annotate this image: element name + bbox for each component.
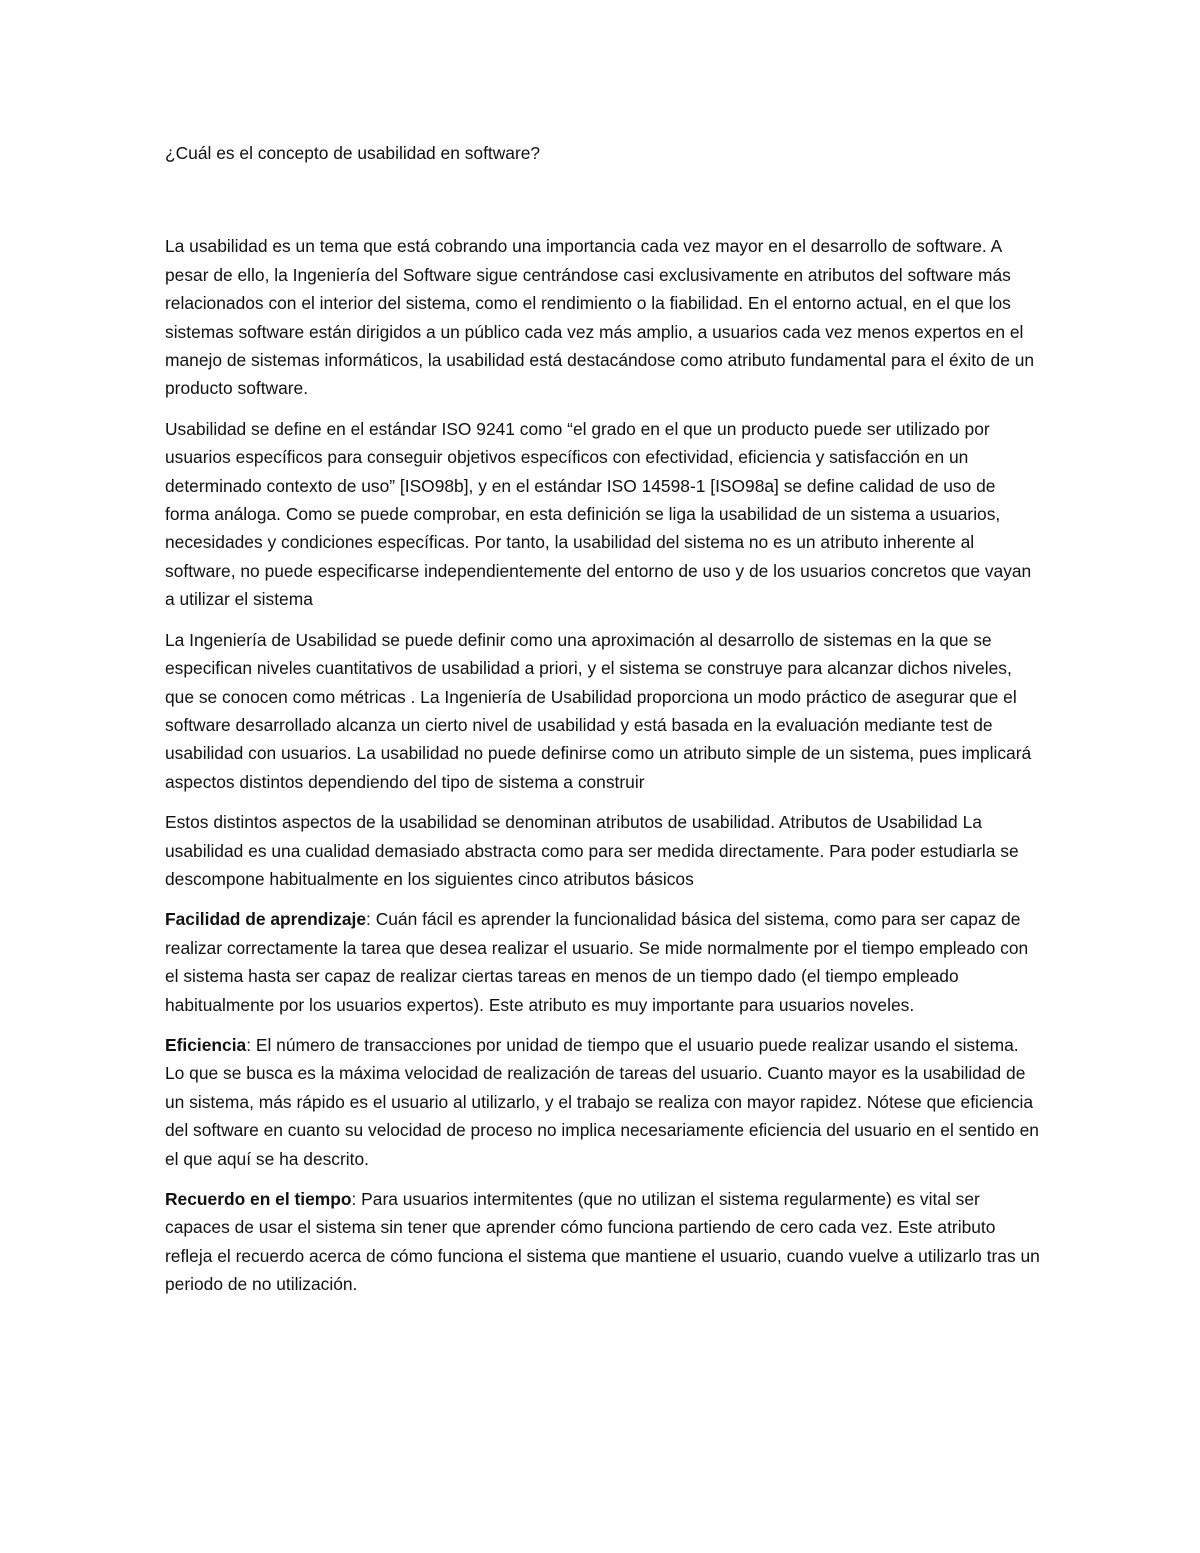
paragraph-intro: La usabilidad es un tema que está cobrando una importancia cada vez mayor en el desarrollo de software. A pesar de ello, la Ingeniería del Software sigue centrándose casi exclusivamente en atributos del software más relacionados con el interior del sistema, como el rendimiento o la fiabilidad. En el entorno actual, en el que los sistemas software están dirigidos a un público cada vez más amplio, a usuarios cada vez menos expertos en el manejo de sistemas informáticos, la usabilidad está destacándose como atributo fundamental para el éxito de un producto software.: [165, 236, 1035, 399]
paragraph-usability-attributes: Estos distintos aspectos de la usabilidad se denominan atributos de usabilidad. Atributos de Usabilidad La usabilidad es una cualidad demasiado abstracta como para ser medida directamente. Para poder estudiarla se descompone habitualmente en los siguientes cinco atributos básicos: [165, 812, 1019, 889]
attribute-term: Eficiencia: [165, 1034, 247, 1055]
attribute-description: : Cuán fácil es aprender la funcionalidad básica del sistema, como para ser capaz de realizar correctamente la tarea que desea realizar el usuario. Se mide normalmente por el tiempo empleado con el sistema hasta ser capaz de realizar ciertas tareas en menos de un tiempo dado (el tiempo empleado habitualmente por los usuarios expertos). Este atributo es muy importante para usuarios noveles.: [165, 909, 1029, 1015]
attribute-term: Facilidad de aprendizaje: [165, 909, 367, 930]
attribute-efficiency: [165, 1031, 1040, 1173]
document-title: ¿Cuál es el concepto de usabilidad en software?: [165, 143, 541, 163]
attribute-description: : Para usuarios intermitentes (que no utilizan el sistema regularmente) es vital ser capaces de usar el sistema sin tener que aprender cómo funciona partiendo de cero cada vez. Este atributo refleja el recuerdo acerca de cómo funciona el sistema que mantiene el usuario, cuando vuelve a utilizarlo tras un periodo de no utilización.: [165, 1189, 1040, 1295]
attribute-learnability: [165, 905, 1040, 1019]
paragraph-usability-engineering: La Ingeniería de Usabilidad se puede definir como una aproximación al desarrollo de sistemas en la que se especifican niveles cuantitativos de usabilidad a priori, y el sistema se construye para alcanzar dichos niveles, que se conocen como métricas . La Ingeniería de Usabilidad proporciona un modo práctico de asegurar que el software desarrollado alcanza un cierto nivel de usabilidad y está basada en la evaluación mediante test de usabilidad con usuarios. La usabilidad no puede definirse como un atributo simple de un sistema, pues implicará aspectos distintos dependiendo del tipo de sistema a construir: [165, 629, 1032, 792]
attribute-description: : El número de transacciones por unidad de tiempo que el usuario puede realizar usando el sistema. Lo que se busca es la máxima velocidad de realización de tareas del usuario. Cuanto mayor es la usabilidad de un sistema, más rápido es el usuario al utilizarlo, y el trabajo se realiza con mayor rapidez. Nótese que eficiencia del software en cuanto su velocidad de proceso no implica necesariamente eficiencia del usuario en el sentido en el que aquí se ha descrito.: [165, 1034, 1039, 1169]
attribute-term: Recuerdo en el tiempo: [165, 1189, 352, 1209]
document-page: [165, 139, 1040, 1311]
paragraph-iso-definition: Usabilidad se define en el estándar ISO 9241 como “el grado en el que un producto puede ser utilizado por usuarios específicos para conseguir objetivos específicos con efectividad, eficiencia y satisfacción en un determinado contexto de uso” [ISO98b], y en el estándar ISO 14598-1 [ISO98a] se define calidad de uso de forma análoga. Como se puede comprobar, en esta definición se liga la usabilidad de un sistema a usuarios, necesidades y condiciones específicas. Por tanto, la usabilidad del sistema no es un atributo inherente al software, no puede especificarse independientemente del entorno de uso y de los usuarios concretos que vayan a utilizar el sistema: [165, 418, 1032, 610]
attribute-memorability: [165, 1185, 1040, 1299]
